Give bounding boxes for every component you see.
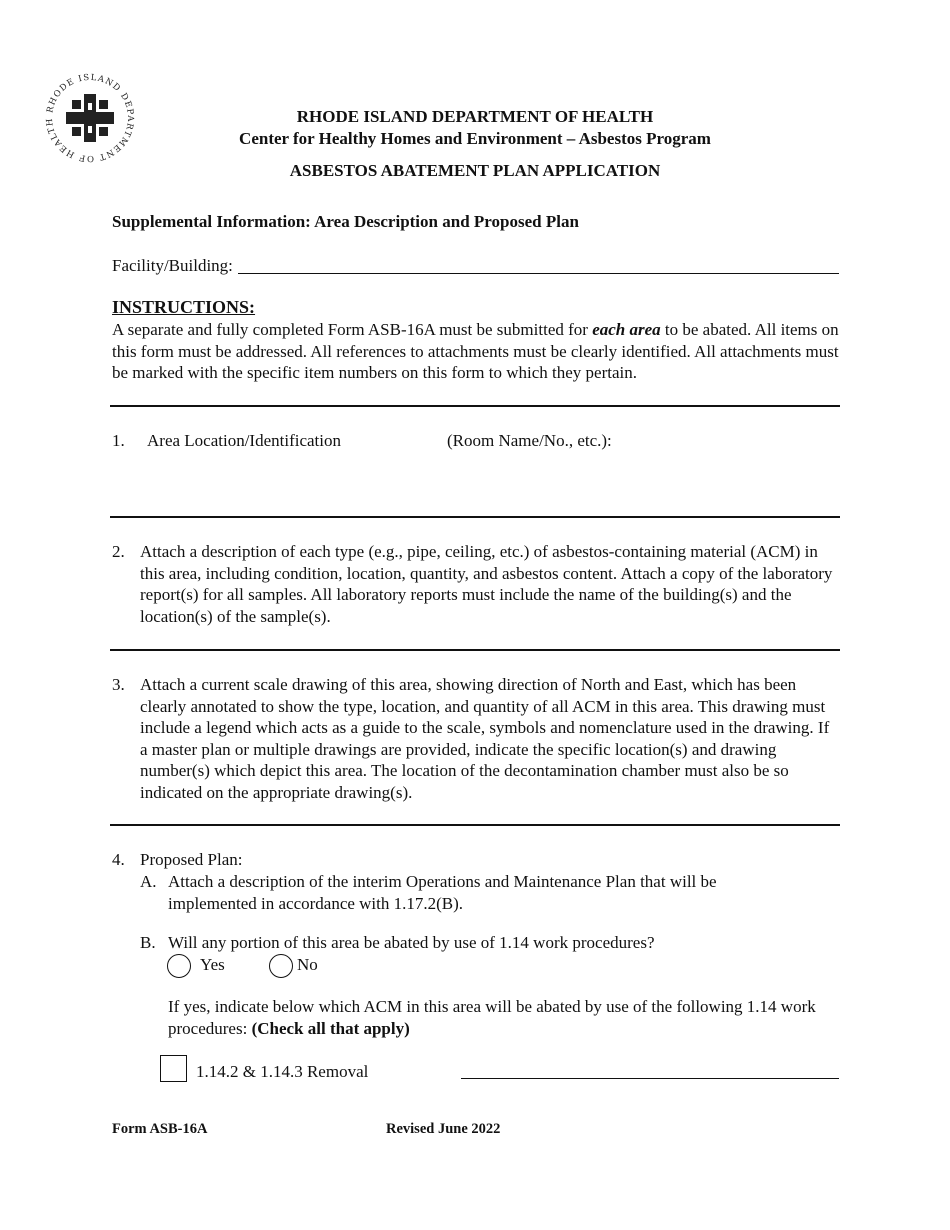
- item-4-label: Proposed Plan:: [140, 850, 243, 869]
- center-name: Center for Healthy Homes and Environment – Asbestos Program: [239, 129, 711, 148]
- divider-1: [110, 405, 840, 407]
- item-4a-text: Attach a description of the interim Operations and Maintenance Plan that will be implemented in accordance with 1.17.2(B).: [168, 872, 717, 913]
- no-label: No: [297, 955, 318, 974]
- instructions-emphasis: each area: [592, 320, 661, 339]
- item-2-text: Attach a description of each type (e.g., pipe, ceiling, etc.) of asbestos-containing material (ACM) in this area, including condition, location, quantity, and asbestos content. Attach a copy of the laboratory report(s) for all samples. All laboratory reports must include the name of the building(s) and the location(s) of the sample(s).: [140, 542, 833, 626]
- removal-checkbox[interactable]: [160, 1055, 187, 1082]
- facility-input-line[interactable]: [238, 273, 839, 274]
- item-3-number: 3.: [112, 675, 125, 694]
- item-4b-question: Will any portion of this area be abated by use of 1.14 work procedures?: [168, 933, 655, 952]
- agency-name: RHODE ISLAND DEPARTMENT OF HEALTH: [296, 107, 654, 126]
- instructions-text-post: to be abated. All items on this form must be addressed. All references to attachments must be clearly identified. All attachments must be marked with the specific item numbers on this form to which they pertain.: [112, 320, 839, 382]
- item-4a-letter: A.: [140, 872, 157, 891]
- if-yes-text: If yes, indicate below which ACM in this area will be abated by use of the following 1.14 work procedures:: [168, 997, 816, 1038]
- divider-2: [110, 516, 840, 518]
- yes-label: Yes: [200, 955, 225, 974]
- item-2-number: 2.: [112, 542, 125, 561]
- facility-label: Facility/Building:: [112, 256, 233, 275]
- item-4b-letter: B.: [140, 933, 156, 952]
- instructions-text-pre: A separate and fully completed Form ASB-16A must be submitted for: [112, 320, 593, 339]
- svg-text:RHODE ISLAND DEPARTMENT OF HEA: RHODE ISLAND DEPARTMENT OF HEALTH: [44, 72, 136, 164]
- no-radio[interactable]: [269, 954, 293, 978]
- section-title: Supplemental Information: Area Description and Proposed Plan: [112, 212, 579, 231]
- if-yes-instructions: [168, 996, 840, 1039]
- instructions-text: [112, 319, 842, 384]
- yes-radio[interactable]: [167, 954, 191, 978]
- check-all-note: (Check all that apply): [251, 1018, 410, 1038]
- form-title: ASBESTOS ABATEMENT PLAN APPLICATION: [289, 161, 661, 180]
- divider-3: [110, 649, 840, 651]
- item-1-number: 1.: [112, 431, 125, 450]
- removal-label: 1.14.2 & 1.14.3 Removal: [196, 1062, 369, 1081]
- item-1-hint: (Room Name/No., etc.):: [447, 431, 612, 450]
- item-4-number: 4.: [112, 850, 125, 869]
- removal-input-line[interactable]: [461, 1078, 839, 1079]
- divider-4: [110, 824, 840, 826]
- form-id: Form ASB-16A: [112, 1121, 208, 1137]
- item-3-text: Attach a current scale drawing of this area, showing direction of North and East, which has been clearly annotated to show the type, location, and quantity of all ACM in this area. This drawing must include a legend which acts as a guide to the scale, symbols and nomenclature used in the drawing. If a master plan or multiple drawings are provided, indicate the specific location(s) and drawing number(s) which depict this area. The location of the decontamination chamber must also be so indicated on the appropriate drawing(s).: [140, 675, 830, 802]
- revision-date: Revised June 2022: [386, 1121, 501, 1137]
- item-1-label: Area Location/Identification: [147, 431, 341, 450]
- instructions-heading: INSTRUCTIONS:: [112, 297, 256, 317]
